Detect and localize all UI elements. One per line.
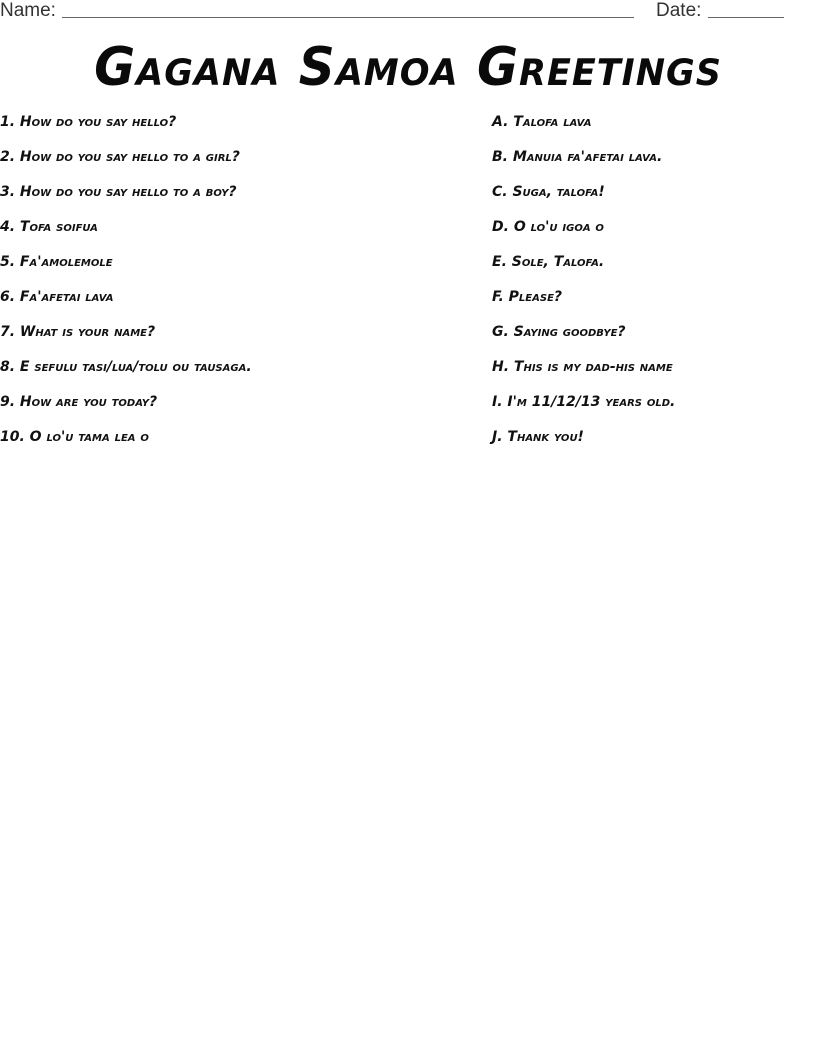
question-item: 3. How do you say hello to a boy? xyxy=(0,184,237,200)
answer-item: I. I'm 11/12/13 years old. xyxy=(492,394,676,410)
question-item: 7. What is your name? xyxy=(0,324,156,340)
answer-item: J. Thank you! xyxy=(492,429,584,445)
answer-item: G. Saying goodbye? xyxy=(492,324,626,340)
answers-list xyxy=(492,112,812,462)
answer-item: E. Sole, Talofa. xyxy=(492,254,605,270)
date-blank-line[interactable] xyxy=(708,17,784,18)
name-label: Name: xyxy=(0,0,56,21)
name-blank-line[interactable] xyxy=(62,17,634,18)
worksheet-title: Gagana Samoa Greetings xyxy=(94,36,722,98)
answer-item: B. Manuia fa'afetai lava. xyxy=(492,149,663,165)
question-item: 2. How do you say hello to a girl? xyxy=(0,149,240,165)
date-label: Date: xyxy=(656,0,702,21)
question-item: 9. How are you today? xyxy=(0,394,158,410)
answer-item: H. This is my dad-his name xyxy=(492,359,673,375)
questions-list xyxy=(0,112,470,462)
question-item: 1. How do you say hello? xyxy=(0,114,177,130)
question-item: 5. Fa'amolemole xyxy=(0,254,113,270)
question-item: 6. Fa'afetai lava xyxy=(0,289,114,305)
question-item: 8. E sefulu tasi/lua/tolu ou tausaga. xyxy=(0,359,252,375)
worksheet-header xyxy=(0,0,816,28)
answer-item: A. Talofa lava xyxy=(492,114,592,130)
question-item: 10. O lo'u tama lea o xyxy=(0,429,149,445)
answer-item: F. Please? xyxy=(492,289,563,305)
answer-item: C. Suga, talofa! xyxy=(492,184,605,200)
question-item: 4. Tofa soifua xyxy=(0,219,98,235)
answer-item: D. O lo'u igoa o xyxy=(492,219,604,235)
